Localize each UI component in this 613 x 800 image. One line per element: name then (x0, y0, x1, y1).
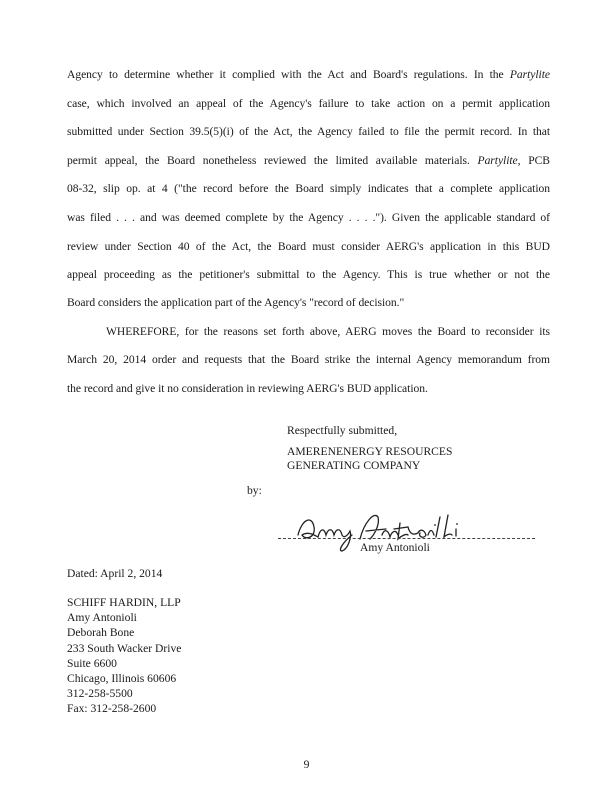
company-name-line2: GENERATING COMPANY (287, 459, 421, 472)
body-line-4 (67, 154, 550, 168)
body-line-5: 08-32, slip op. at 4 ("the record before the Board simply indicates that a complete application (67, 182, 550, 195)
address-line: Suite 6600 (67, 657, 117, 670)
closing-text: Respectfully submitted, (287, 424, 398, 437)
company-name-line1: AMERENENERGY RESOURCES (287, 445, 453, 458)
attorney-name: Deborah Bone (67, 626, 135, 639)
body-line-2: case, which involved an appeal of the Agency's failure to take action on a permit application (67, 97, 550, 110)
fax-number: Fax: 312-258-2600 (67, 702, 157, 715)
body-text: , PCB (517, 154, 550, 167)
body-text: Agency to determine whether it complied with the Act and Board's regulations. In the (67, 68, 510, 81)
dated-line: Dated: April 2, 2014 (67, 567, 163, 580)
attorney-name: Amy Antonioli (67, 611, 137, 624)
firm-name: SCHIFF HARDIN, LLP (67, 596, 181, 609)
signer-name: Amy Antonioli (360, 541, 430, 554)
body-line-9: Board considers the application part of the Agency's "record of decision." (67, 296, 405, 309)
body-line-1 (67, 68, 550, 82)
case-name-italic: Partylite (477, 154, 518, 167)
body-line-10: WHEREFORE, for the reasons set forth above, AERG moves the Board to reconsider its (106, 325, 550, 338)
body-line-3: submitted under Section 39.5(5)(i) of the Act, the Agency failed to file the permit record. In that (67, 125, 550, 138)
body-line-7: review under Section 40 of the Act, the Board must consider AERG's application in this BUD (67, 240, 550, 253)
address-line: Chicago, Illinois 60606 (67, 672, 177, 685)
by-label: by: (247, 484, 262, 497)
body-line-11: March 20, 2014 order and requests that the Board strike the internal Agency memorandum from (67, 353, 550, 366)
body-text: permit appeal, the Board nonetheless reviewed the limited available materials. (67, 154, 478, 167)
case-name-italic: Partylite (509, 68, 550, 81)
body-line-12: the record and give it no consideration in reviewing AERG's BUD application. (67, 382, 428, 395)
phone-number: 312-258-5500 (67, 687, 133, 700)
body-line-6: was filed . . . and was deemed complete by the Agency . . . ."). Given the applicable standard of (67, 211, 550, 224)
signature-line (278, 538, 535, 539)
page-number: 9 (303, 758, 310, 771)
address-line: 233 South Wacker Drive (67, 642, 182, 655)
body-line-8: appeal proceeding as the petitioner's submittal to the Agency. This is true whether or not the (67, 268, 550, 281)
